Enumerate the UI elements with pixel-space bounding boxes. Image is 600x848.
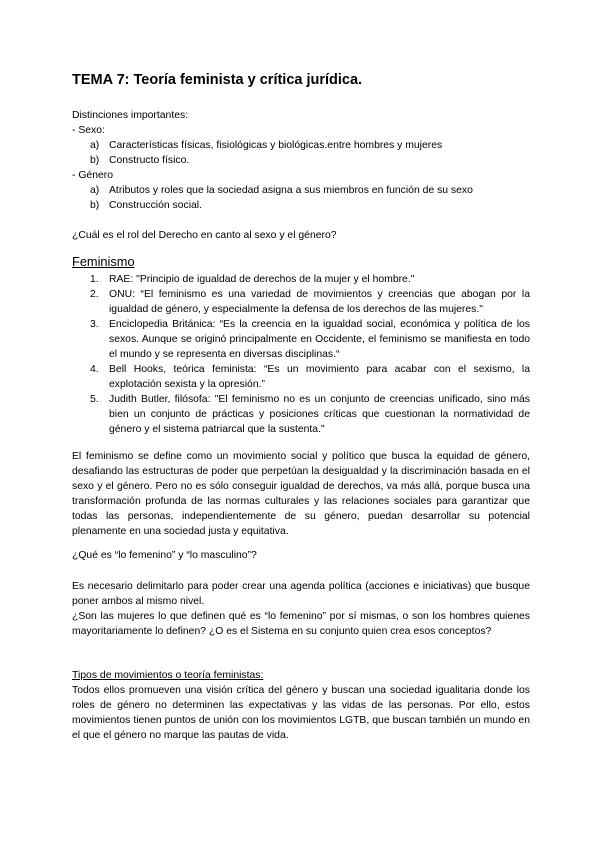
feminismo-paragraph: El feminismo se define como un movimiento social y político que busca la equidad de género, desafiando las estructuras de poder que perpetúan la desigualdad y la discriminación basada en el sexo y el género. Pero no es sólo conseguir igualdad de derechos, va más allá, porque busca una transformación profunda de las normas culturales y las relaciones sociales para garantizar que todas las personas, independientemente de su género, puedan desarrollar su potencial plenamente en una sociedad justa y equitativa. (72, 451, 530, 537)
question-femenino: ¿Qué es “lo femenino” y “lo masculino”? (72, 550, 257, 561)
agenda-paragraph (72, 579, 530, 639)
definition-britanica (72, 317, 530, 362)
list-marker: b) (90, 155, 100, 166)
list-item (72, 183, 530, 198)
feminismo-heading: Feminismo (72, 254, 135, 269)
agenda-text: Es necesario delimitarlo para poder crear una agenda política (acciones e iniciativas) que busque poner ambos al mismo nivel. (72, 581, 530, 607)
distinctions-heading: Distinciones importantes: (72, 110, 189, 121)
definition-text: ONU: “El feminismo es una variedad de movimientos y creencias que abogan por la igualdad de género, y especialmente la defensa de los derechos de las mujeres." (109, 289, 530, 315)
list-text: Constructo físico. (109, 155, 190, 166)
list-marker: a) (90, 185, 100, 196)
list-marker: 2. (90, 289, 99, 300)
list-marker: 3. (90, 319, 99, 330)
sexo-label: - Sexo: (72, 125, 105, 136)
genero-label: - Género (72, 170, 114, 181)
list-item (72, 138, 530, 153)
list-text: Atributos y roles que la sociedad asigna a sus miembros en función de su sexo (109, 185, 473, 196)
definition-rae (72, 272, 530, 287)
list-marker: 4. (90, 364, 99, 375)
tipos-heading: Tipos de movimientos o teoría feministas: (72, 670, 264, 681)
tipos-paragraph: Todos ellos promueven una visión crítica del género y buscan una sociedad igualitaria donde los roles de género no determinen las expectativas y las vidas de las personas. Por ello, estos movimientos tienen puntos de unión con los movimientos LGTB, que buscan también un mundo en el que el género no marque las pautas de vida. (72, 685, 530, 741)
definition-text: Bell Hooks, teórica feminista: “Es un movimiento para acabar con el sexismo, la explotación sexista y la opresión.” (109, 364, 530, 390)
definition-butler (72, 392, 530, 437)
list-marker: a) (90, 140, 100, 151)
document-title: TEMA 7: Teoría feminista y crítica jurídica. (72, 72, 363, 88)
definition-text: RAE: "Principio de igualdad de derechos de la mujer y el hombre." (109, 274, 415, 285)
list-item (72, 198, 530, 213)
definition-question-text: ¿Son las mujeres lo que definen qué es “lo femenino” por sí mismas, o son los hombres quienes mayoritariamente lo definen? ¿O es el Sistema en su conjunto quien crea esos conceptos? (72, 611, 530, 637)
list-text: Construcción social. (109, 200, 202, 211)
list-marker: b) (90, 200, 100, 211)
definition-onu (72, 287, 530, 317)
definition-text: Enciclopedia Británica: “Es la creencia en la igualdad social, económica y política de los sexos. Aunque se originó principalmente en Occidente, el feminismo se manifiesta en todo el mundo y se representa en diversas disciplinas.“ (109, 319, 530, 360)
list-text: Características físicas, fisiológicas y biológicas.entre hombres y mujeres (109, 140, 443, 151)
distinctions-section (72, 108, 530, 213)
definitions-list (72, 272, 530, 437)
list-item (72, 153, 530, 168)
definition-text: Judith Butler, filósofa: "El feminismo no es un conjunto de creencias unificado, sino más bien un conjunto de prácticas y posiciones críticas que cuestionan la normatividad de género y el sistema patriarcal que la sustenta." (109, 394, 530, 435)
list-marker: 1. (90, 274, 99, 285)
question-derecho: ¿Cuál es el rol del Derecho en canto al sexo y el género? (72, 230, 337, 241)
list-marker: 5. (90, 394, 99, 405)
definition-hooks (72, 362, 530, 392)
